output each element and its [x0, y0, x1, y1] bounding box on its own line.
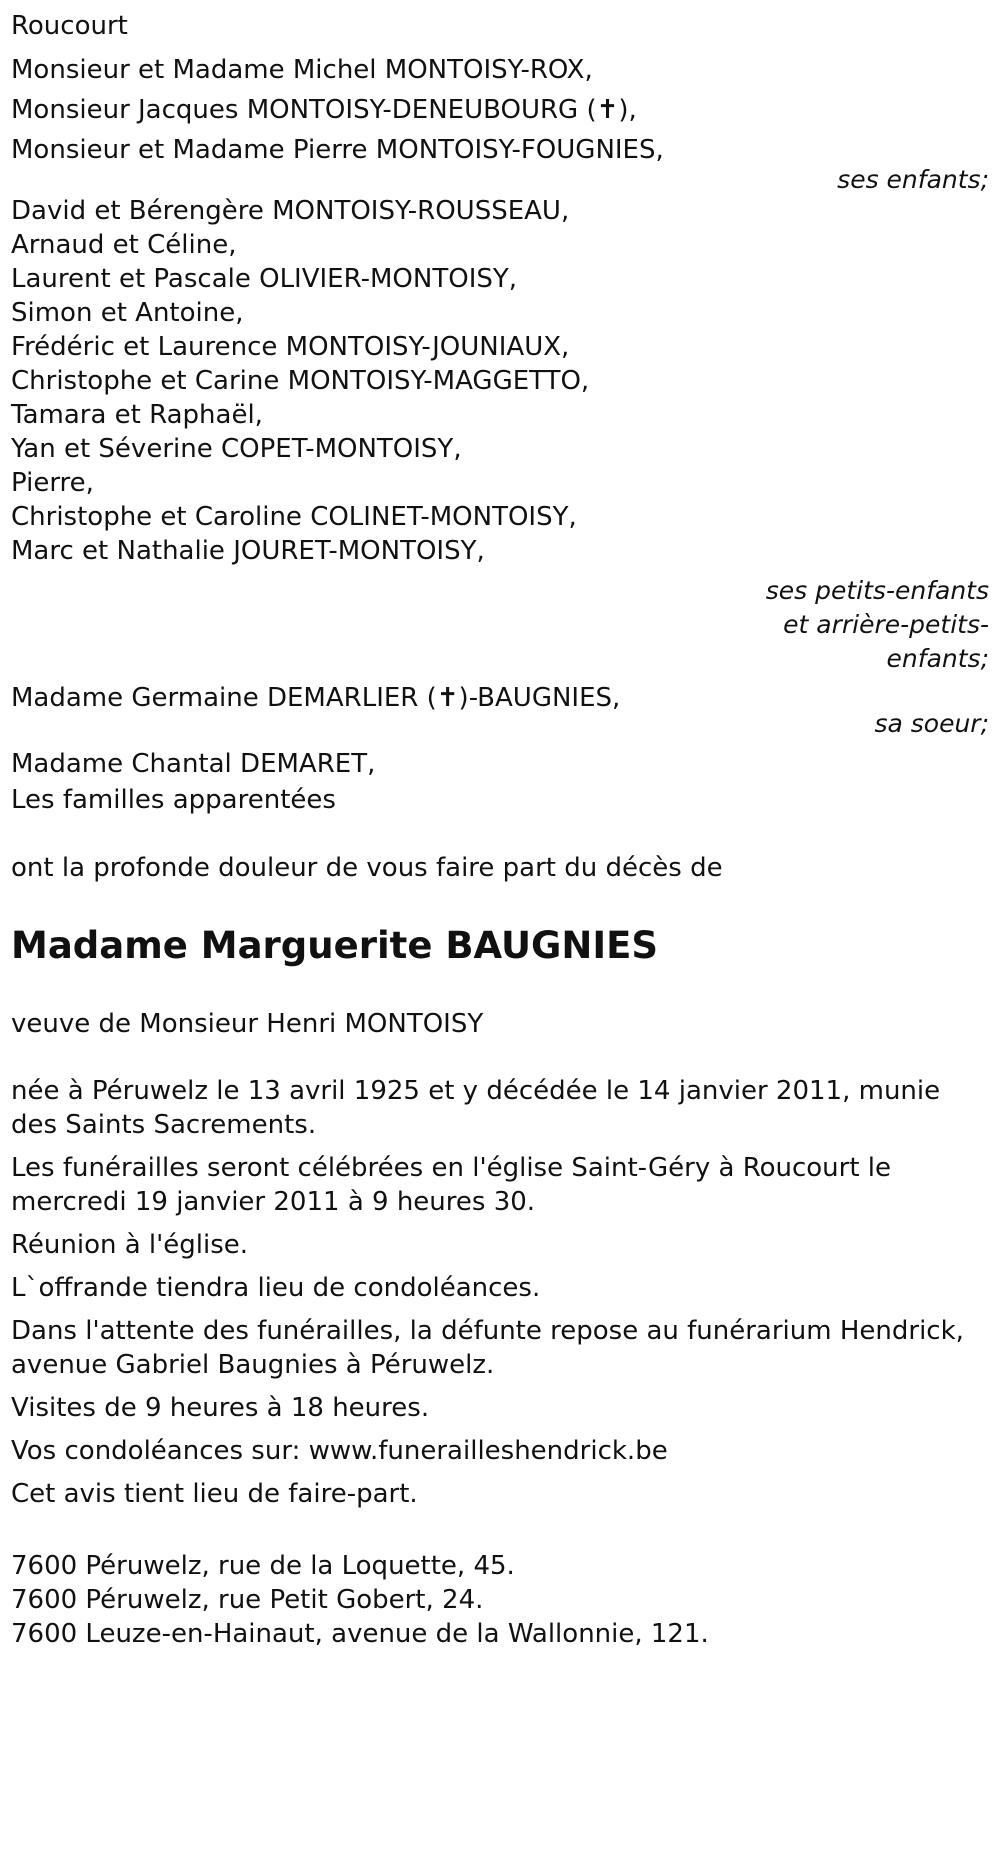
grandchildren-role-label — [11, 574, 989, 676]
grandchild-entry: Frédéric et Laurence MONTOISY-JOUNIAUX, — [11, 332, 570, 362]
detail-paragraph: Dans l'attente des funérailles, la défunte repose au funérarium Hendrick, avenue Gabriel Baugnies à Péruwelz. — [11, 1316, 964, 1380]
announcement-text: ont la profonde douleur de vous faire part du décès de — [11, 853, 723, 883]
detail-paragraph: Vos condoléances sur: www.funerailleshendrick.be — [11, 1436, 668, 1466]
address-line: 7600 Leuze-en-Hainaut, avenue de la Wallonnie, 121. — [11, 1619, 709, 1649]
grandchild-entry: David et Bérengère MONTOISY-ROUSSEAU, — [11, 196, 570, 226]
child-entry: Monsieur Jacques MONTOISY-DENEUBOURG (✝), — [11, 95, 637, 125]
sister-block — [11, 678, 989, 744]
children-role-label: ses enfants; — [837, 165, 989, 194]
widow-of-text: veuve de Monsieur Henri MONTOISY — [11, 1009, 484, 1039]
grandchildren-role-line: et arrière-petits- — [783, 610, 989, 639]
address-line: 7600 Péruwelz, rue Petit Gobert, 24. — [11, 1585, 484, 1615]
detail-paragraph: née à Péruwelz le 13 avril 1925 et y décédée le 14 janvier 2011, munie des Saints Sacrements. — [11, 1076, 941, 1140]
grandchild-entry: Marc et Nathalie JOURET-MONTOISY, — [11, 536, 485, 566]
obituary-notice — [11, 6, 989, 1651]
detail-paragraph: L`offrande tiendra lieu de condoléances. — [11, 1273, 541, 1303]
child-entry: Monsieur et Madame Pierre MONTOISY-FOUGNIES, — [11, 135, 664, 165]
other-relative-entry: Les familles apparentées — [11, 785, 336, 815]
detail-paragraph: Visites de 9 heures à 18 heures. — [11, 1393, 430, 1423]
address-line: 7600 Péruwelz, rue de la Loquette, 45. — [11, 1551, 515, 1581]
grandchild-entry: Christophe et Carine MONTOISY-MAGGETTO, — [11, 366, 590, 396]
grandchild-entry: Tamara et Raphaël, — [11, 400, 263, 430]
child-entry: Monsieur et Madame Michel MONTOISY-ROX, — [11, 55, 593, 85]
grandchild-entry: Simon et Antoine, — [11, 298, 244, 328]
grandchildren-role-line: enfants; — [886, 644, 989, 673]
others-block — [11, 746, 989, 818]
details-block — [11, 1074, 989, 1511]
grandchildren-list — [11, 194, 989, 676]
detail-paragraph: Cet avis tient lieu de faire-part. — [11, 1479, 418, 1509]
sister-role-label: sa soeur; — [874, 709, 989, 738]
grandchild-entry: Yan et Séverine COPET-MONTOISY, — [11, 434, 462, 464]
grandchild-entry: Laurent et Pascale OLIVIER-MONTOISY, — [11, 264, 518, 294]
grandchild-entry: Arnaud et Céline, — [11, 230, 237, 260]
detail-paragraph: Les funérailles seront célébrées en l'église Saint-Géry à Roucourt le mercredi 19 janvier 2011 à 9 heures 30. — [11, 1153, 892, 1217]
detail-paragraph: Réunion à l'église. — [11, 1230, 249, 1260]
grandchild-entry: Pierre, — [11, 468, 94, 498]
deceased-name: Madame Marguerite BAUGNIES — [11, 924, 659, 967]
addresses-block — [11, 1549, 989, 1651]
sister-entry: Madame Germaine DEMARLIER (✝)-BAUGNIES, — [11, 683, 621, 713]
location-text: Roucourt — [11, 11, 128, 41]
grandchildren-role-line: ses petits-enfants — [765, 576, 989, 605]
grandchild-entry: Christophe et Caroline COLINET-MONTOISY, — [11, 502, 577, 532]
children-list — [11, 50, 989, 200]
other-relative-entry: Madame Chantal DEMARET, — [11, 749, 376, 779]
